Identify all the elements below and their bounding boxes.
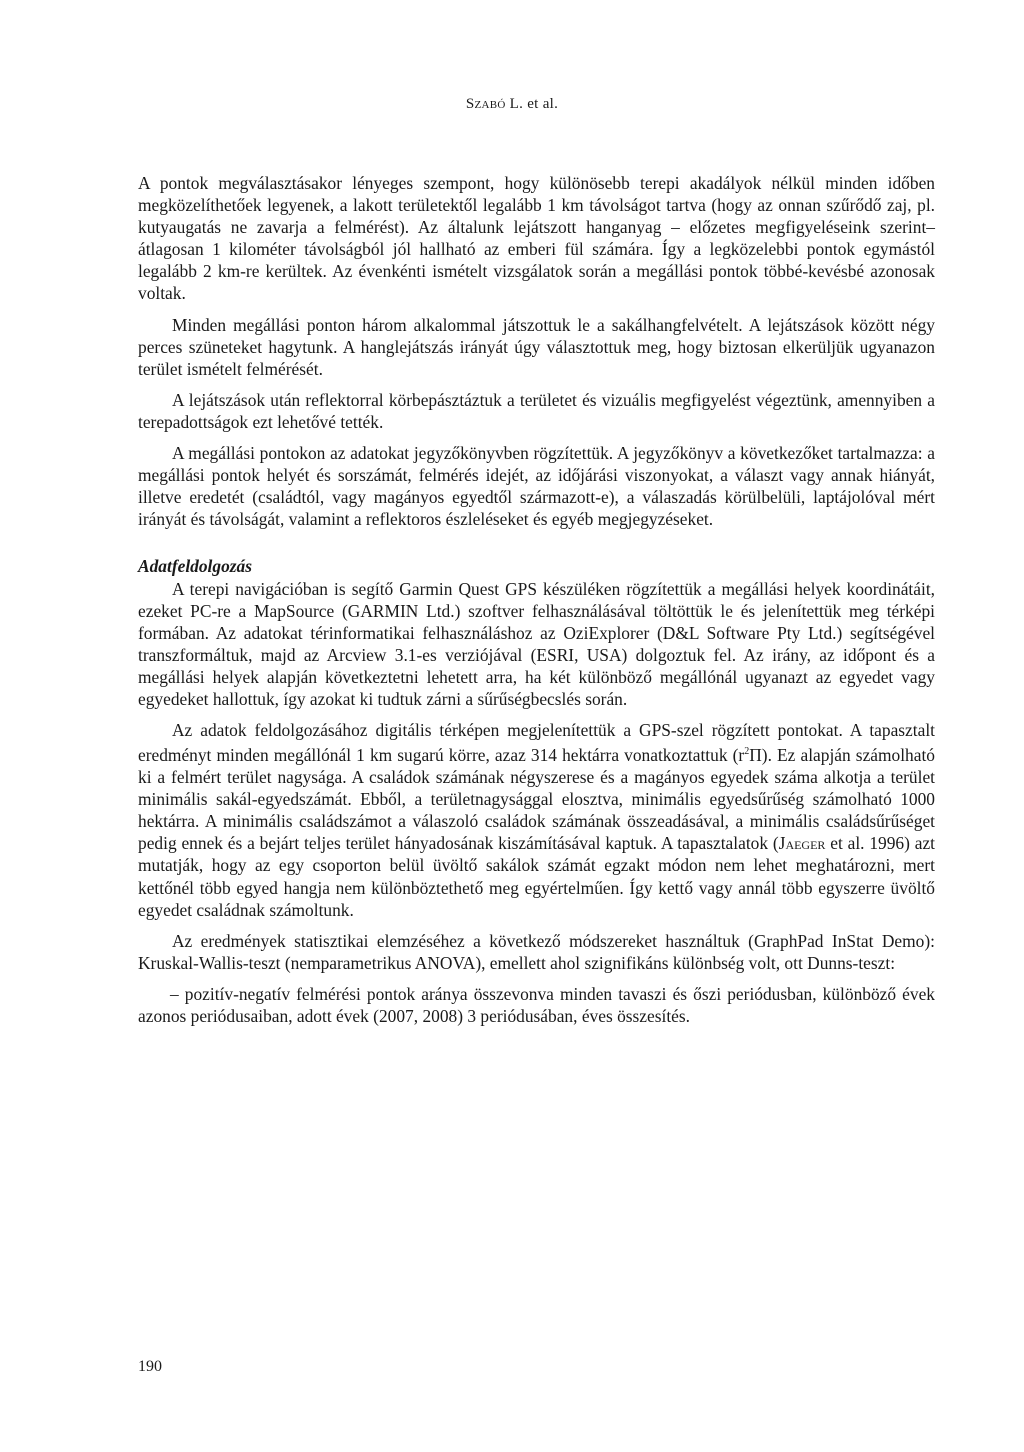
- paragraph-spotlight: A lejátszások után reflektorral körbepásztáztuk a területet és vizuális megfigyelést végeztünk, amennyiben a terepadottságok ezt lehetővé tették.: [138, 389, 935, 432]
- running-head-author: Szabó L.: [465, 96, 524, 112]
- superscript-two: 2: [744, 746, 750, 758]
- density-text-c: et al. 1996) azt mutatják, hogy az egy csoporton belül üvöltő sakálok számát egzakt módon nem lehet meghatározni, mert kettőnél több egyed hangja nem különböztethető meg egyértelműen. Így kettő vagy annál több egyszerre üvöltő egyedet családnak számoltunk.: [138, 833, 936, 920]
- citation-author: Jaeger: [778, 833, 826, 854]
- paragraph-density: [138, 719, 935, 921]
- section-heading: Adatfeldolgozás: [138, 556, 253, 577]
- page-number: 190: [138, 1358, 162, 1375]
- paragraph-playback: Minden megállási ponton három alkalommal játszottuk le a sakálhangfelvételt. A lejátszások között négy perces szüneteket hagytunk. A hanglejátszás irányát úgy választottuk meg, hogy biztosan elkerüljük ugyanazon terület ismételt felmérését.: [138, 314, 935, 379]
- paragraph-gps: A terepi navigációban is segítő Garmin Quest GPS készüléken rögzítettük a megállási helyek koordinátáit, ezeket PC-re a MapSource (GARMIN Ltd.) szoftver felhasználásával töltöttük le és jelenítettük meg térképi formában. Az adatokat térinformatikai felhasználáshoz az OziExplorer (D&L Software Pty Ltd.) segítségével transzformáltuk, majd az Arcview 3.1-es verziójával (ESRI, USA) dolgoztuk fel. Az irány, az időpont és a megállási helyek alapján következtetni lehetett arra, ha két különböző megállónál ugyanazt az egyedet vagy egyedeket hallottuk, így azokat ki tudtuk zárni a sűrűségbecslés során.: [138, 578, 935, 709]
- paragraph-site-selection: A pontok megválasztásakor lényeges szempont, hogy különösebb terepi akadályok nélkül minden időben megközelíthetőek legyenek, a lakott területektől legalább 1 km távolságot tartva (hogy az onnan szűrődő zaj, pl. kutyaugatás ne zavarja a felmérést). Az általunk lejátszott hanganyag – előzetes megfigyeléseink szerint– átlagosan 1 kilométer távolságból jól hallható az emberi fül számára. Így a legközelebbi pontok egymástól legalább 2 km-re kerültek. Az évenkénti ismételt vizsgálatok során a megállási pontok többé-kevésbé azonosak voltak.: [138, 173, 935, 304]
- density-text-a: Az adatok feldolgozásához digitális térképen megjelenítettük a GPS-szel rögzített pontokat. A tapasztalt eredményt minden megállónál 1 km sugarú körre, azaz 314 hektárra vonatkoztattuk (r: [138, 720, 935, 765]
- body-text: [138, 172, 935, 1036]
- running-head-suffix: et al.: [523, 96, 559, 112]
- paragraph-statistics: Az eredmények statisztikai elemzéséhez a következő módszereket használtuk (GraphPad InStat Demo): Kruskal-Wallis-teszt (nemparametrikus ANOVA), emellett ahol szignifikáns különbség volt, ott Dunns-teszt:: [138, 930, 935, 973]
- list-item: – pozitív-negatív felmérési pontok aránya összevonva minden tavaszi és őszi periódusban, különböző évek azonos periódusaiban, adott évek (2007, 2008) 3 periódusában, éves összesítés.: [138, 983, 935, 1026]
- running-head: [0, 96, 1024, 113]
- density-text-b: Π). Ez alapján számolható ki a felmért terület nagysága. A családok számának négyszerese és a magányos egyedek száma alkotja a terület minimális sakál-egyedszámát. Ebből, a területnagysággal elosztva, minimális egyedsűrűség számolható 1000 hektárra. A minimális családszámot a válaszoló családok számának összeadásával, a minimális családsűrűséget pedig ennek és a bejárt teljes terület hányadosának kiszámításával kaptuk. A tapasztalatok (: [138, 744, 935, 854]
- paragraph-protocol: A megállási pontokon az adatokat jegyzőkönyvben rögzítettük. A jegyzőkönyv a következőket tartalmazza: a megállási pontok helyét és sorszámát, felmérés idejét, az időjárási viszonyokat, a választ vagy annak hiányát, illetve eredetét (családtól, vagy magányos egyedtől származott-e), a válaszadás körülbelüli, laptájolóval mért irányát és távolságát, valamint a reflektoros észleléseket és egyéb megjegyzéseket.: [138, 443, 935, 530]
